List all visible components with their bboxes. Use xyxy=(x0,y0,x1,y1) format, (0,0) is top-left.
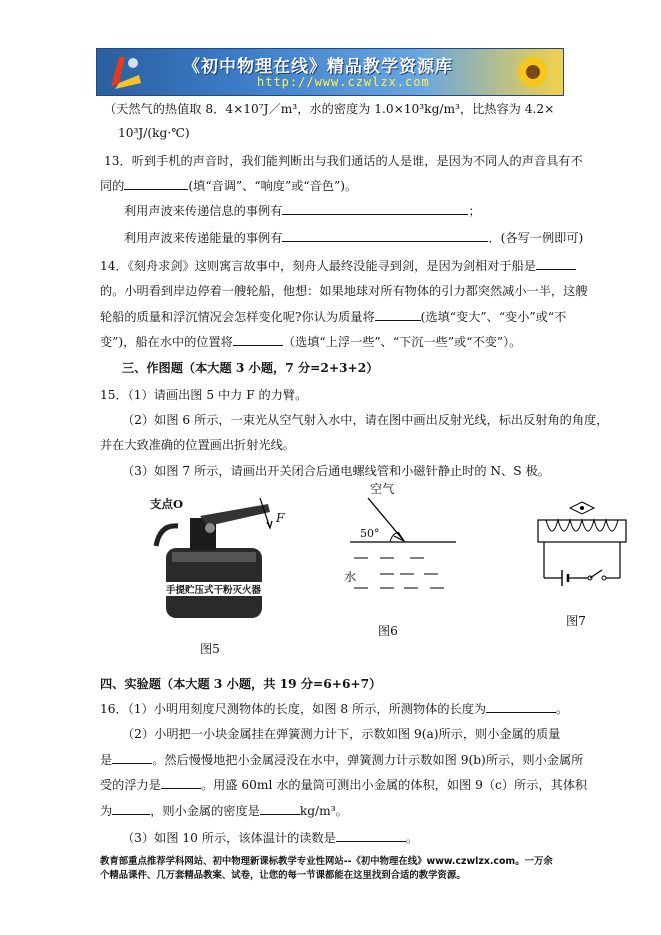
footer-line: 个精品课件、几万套精品教案、试卷，让您的每一节课都能在这里找到合适的教学资源。 xyxy=(100,870,466,881)
text-span: ，则小金属的密度是 xyxy=(150,804,260,818)
text-span: 变”)，船在水中的位置将 xyxy=(100,335,233,349)
q13-text xyxy=(124,229,583,246)
figure-5-caption: 图5 xyxy=(200,642,220,656)
answer-blank[interactable] xyxy=(124,177,188,190)
figure-7-caption: 图7 xyxy=(566,614,586,628)
fig5-extinguisher-label: 手提贮压式干粉灭火器 xyxy=(166,585,262,596)
text-span: ； xyxy=(468,204,481,218)
answer-blank[interactable] xyxy=(282,202,468,215)
text-span: 。用盛 60ml 水的量筒可测出小金属的体积，如图 9（c）所示，其体积 xyxy=(200,778,588,792)
sunflower-icon xyxy=(513,53,553,91)
figure-6-refraction xyxy=(340,484,460,596)
text-span: 是 xyxy=(100,753,113,767)
answer-blank[interactable] xyxy=(112,751,152,764)
q16-text: （2）小明把一小块金属挂在弹簧测力计下，示数如图 9(a)所示，则小金属的质量 xyxy=(122,727,561,741)
q16-text xyxy=(100,776,587,793)
q14-text xyxy=(100,257,576,274)
answer-blank[interactable] xyxy=(112,802,150,815)
text-span: 。 xyxy=(556,702,569,716)
figure-6-caption: 图6 xyxy=(378,624,398,638)
q15-text: 并在大致准确的位置画出折射光线。 xyxy=(100,438,295,452)
text-span: 为 xyxy=(100,804,113,818)
text-span: 16．（1）小明用刻度尺测物体的长度，如图 8 所示，所测物体的长度为 xyxy=(100,702,487,716)
header-banner xyxy=(96,48,564,96)
answer-blank[interactable] xyxy=(233,333,283,346)
footer-line: 教育部重点推荐学科网站、初中物理新课标教学专业性网站--《初中物理在线》www.czwlzx.com。一万余 xyxy=(100,856,553,867)
fig5-force-label: F xyxy=(276,511,285,525)
q15-text: （2）如图 6 所示，一束光从空气射入水中，请在图中画出反射光线，标出反射角的角度， xyxy=(122,413,609,427)
text-span: 轮船的质量和浮沉情况会怎样变化呢?你认为质量将 xyxy=(100,310,375,324)
fig6-water-label: 水 xyxy=(344,570,357,584)
answer-blank[interactable] xyxy=(375,308,421,321)
answer-blank[interactable] xyxy=(486,700,556,713)
text-span: kg/m³。 xyxy=(299,804,348,818)
q14-text xyxy=(100,333,521,350)
q16-text xyxy=(100,802,348,819)
site-logo-icon xyxy=(105,53,145,91)
text-span: ．(各写一例即可) xyxy=(488,231,584,245)
q15-text: （3）如图 7 所示，请画出开关闭合后通电螺线管和小磁针静止时的 N、S 极。 xyxy=(122,464,550,478)
section-heading: 三、作图题（本大题 3 小题，7 分=2+3+2） xyxy=(122,361,379,375)
fig6-air-label: 空气 xyxy=(370,482,395,496)
text-span: 利用声波来传递能量的事例有 xyxy=(124,231,283,245)
q16-text xyxy=(122,829,418,846)
answer-blank[interactable] xyxy=(260,802,300,815)
q15-text: 15．（1）请画出图 5 中力 F 的力臂。 xyxy=(100,388,308,402)
text-span: 受的浮力是 xyxy=(100,778,161,792)
text-span: 同的 xyxy=(100,179,125,193)
text-span: 。 xyxy=(405,831,419,845)
fig5-pivot-label: 支点O xyxy=(150,497,184,511)
answer-blank[interactable] xyxy=(536,257,576,270)
q13-text: 13．听到手机的声音时，我们能判断出与我们通话的人是谁，是因为不同人的声音具有不 xyxy=(104,154,583,168)
text-span: 。然后慢慢地把小金属浸没在水中，弹簧测力计示数如图 9(b)所示，则小金属所 xyxy=(152,753,584,767)
q16-text xyxy=(100,751,583,768)
section-heading: 四、实验题（本大题 3 小题，共 19 分=6+6+7） xyxy=(100,677,382,691)
q14-text: 的。小明看到岸边停着一艘轮船，他想：如果地球对所有物体的引力都突然减小一半，这艘 xyxy=(100,284,588,298)
answer-blank[interactable] xyxy=(336,829,406,842)
text-span: 14．《刻舟求剑》这则寓言故事中，刻舟人最终没能寻到剑，是因为剑相对于船是 xyxy=(100,259,536,273)
q14-text xyxy=(100,308,566,325)
text-line: （天然气的热值取 8．4×10⁷J／m³，水的密度为 1.0×10³kg/m³，比热容为 4.2× xyxy=(104,102,555,116)
text-line: 10³J/(kg·℃) xyxy=(118,126,190,140)
text-span: 利用声波来传递信息的事例有 xyxy=(124,204,283,218)
text-span: （选填“上浮一些”、“下沉一些”或“不变”）。 xyxy=(282,335,522,349)
q16-text xyxy=(100,700,568,717)
text-span: （3）如图 10 所示，该体温计的读数是 xyxy=(122,831,336,845)
banner-url[interactable]: http://www.czwlzx.com xyxy=(257,75,430,89)
text-span: (填“音调”、“响度”或“音色”)。 xyxy=(188,179,358,193)
answer-blank[interactable] xyxy=(161,776,201,789)
figure-7-solenoid xyxy=(530,494,634,594)
text-span: (选填“变大”、“变小”或“不 xyxy=(420,310,567,324)
q13-text xyxy=(100,177,357,194)
q13-text xyxy=(124,202,481,219)
banner-title: 《初中物理在线》精品教学资源库 xyxy=(183,57,453,77)
fig6-angle-label: 50° xyxy=(360,527,380,540)
answer-blank[interactable] xyxy=(282,229,488,242)
